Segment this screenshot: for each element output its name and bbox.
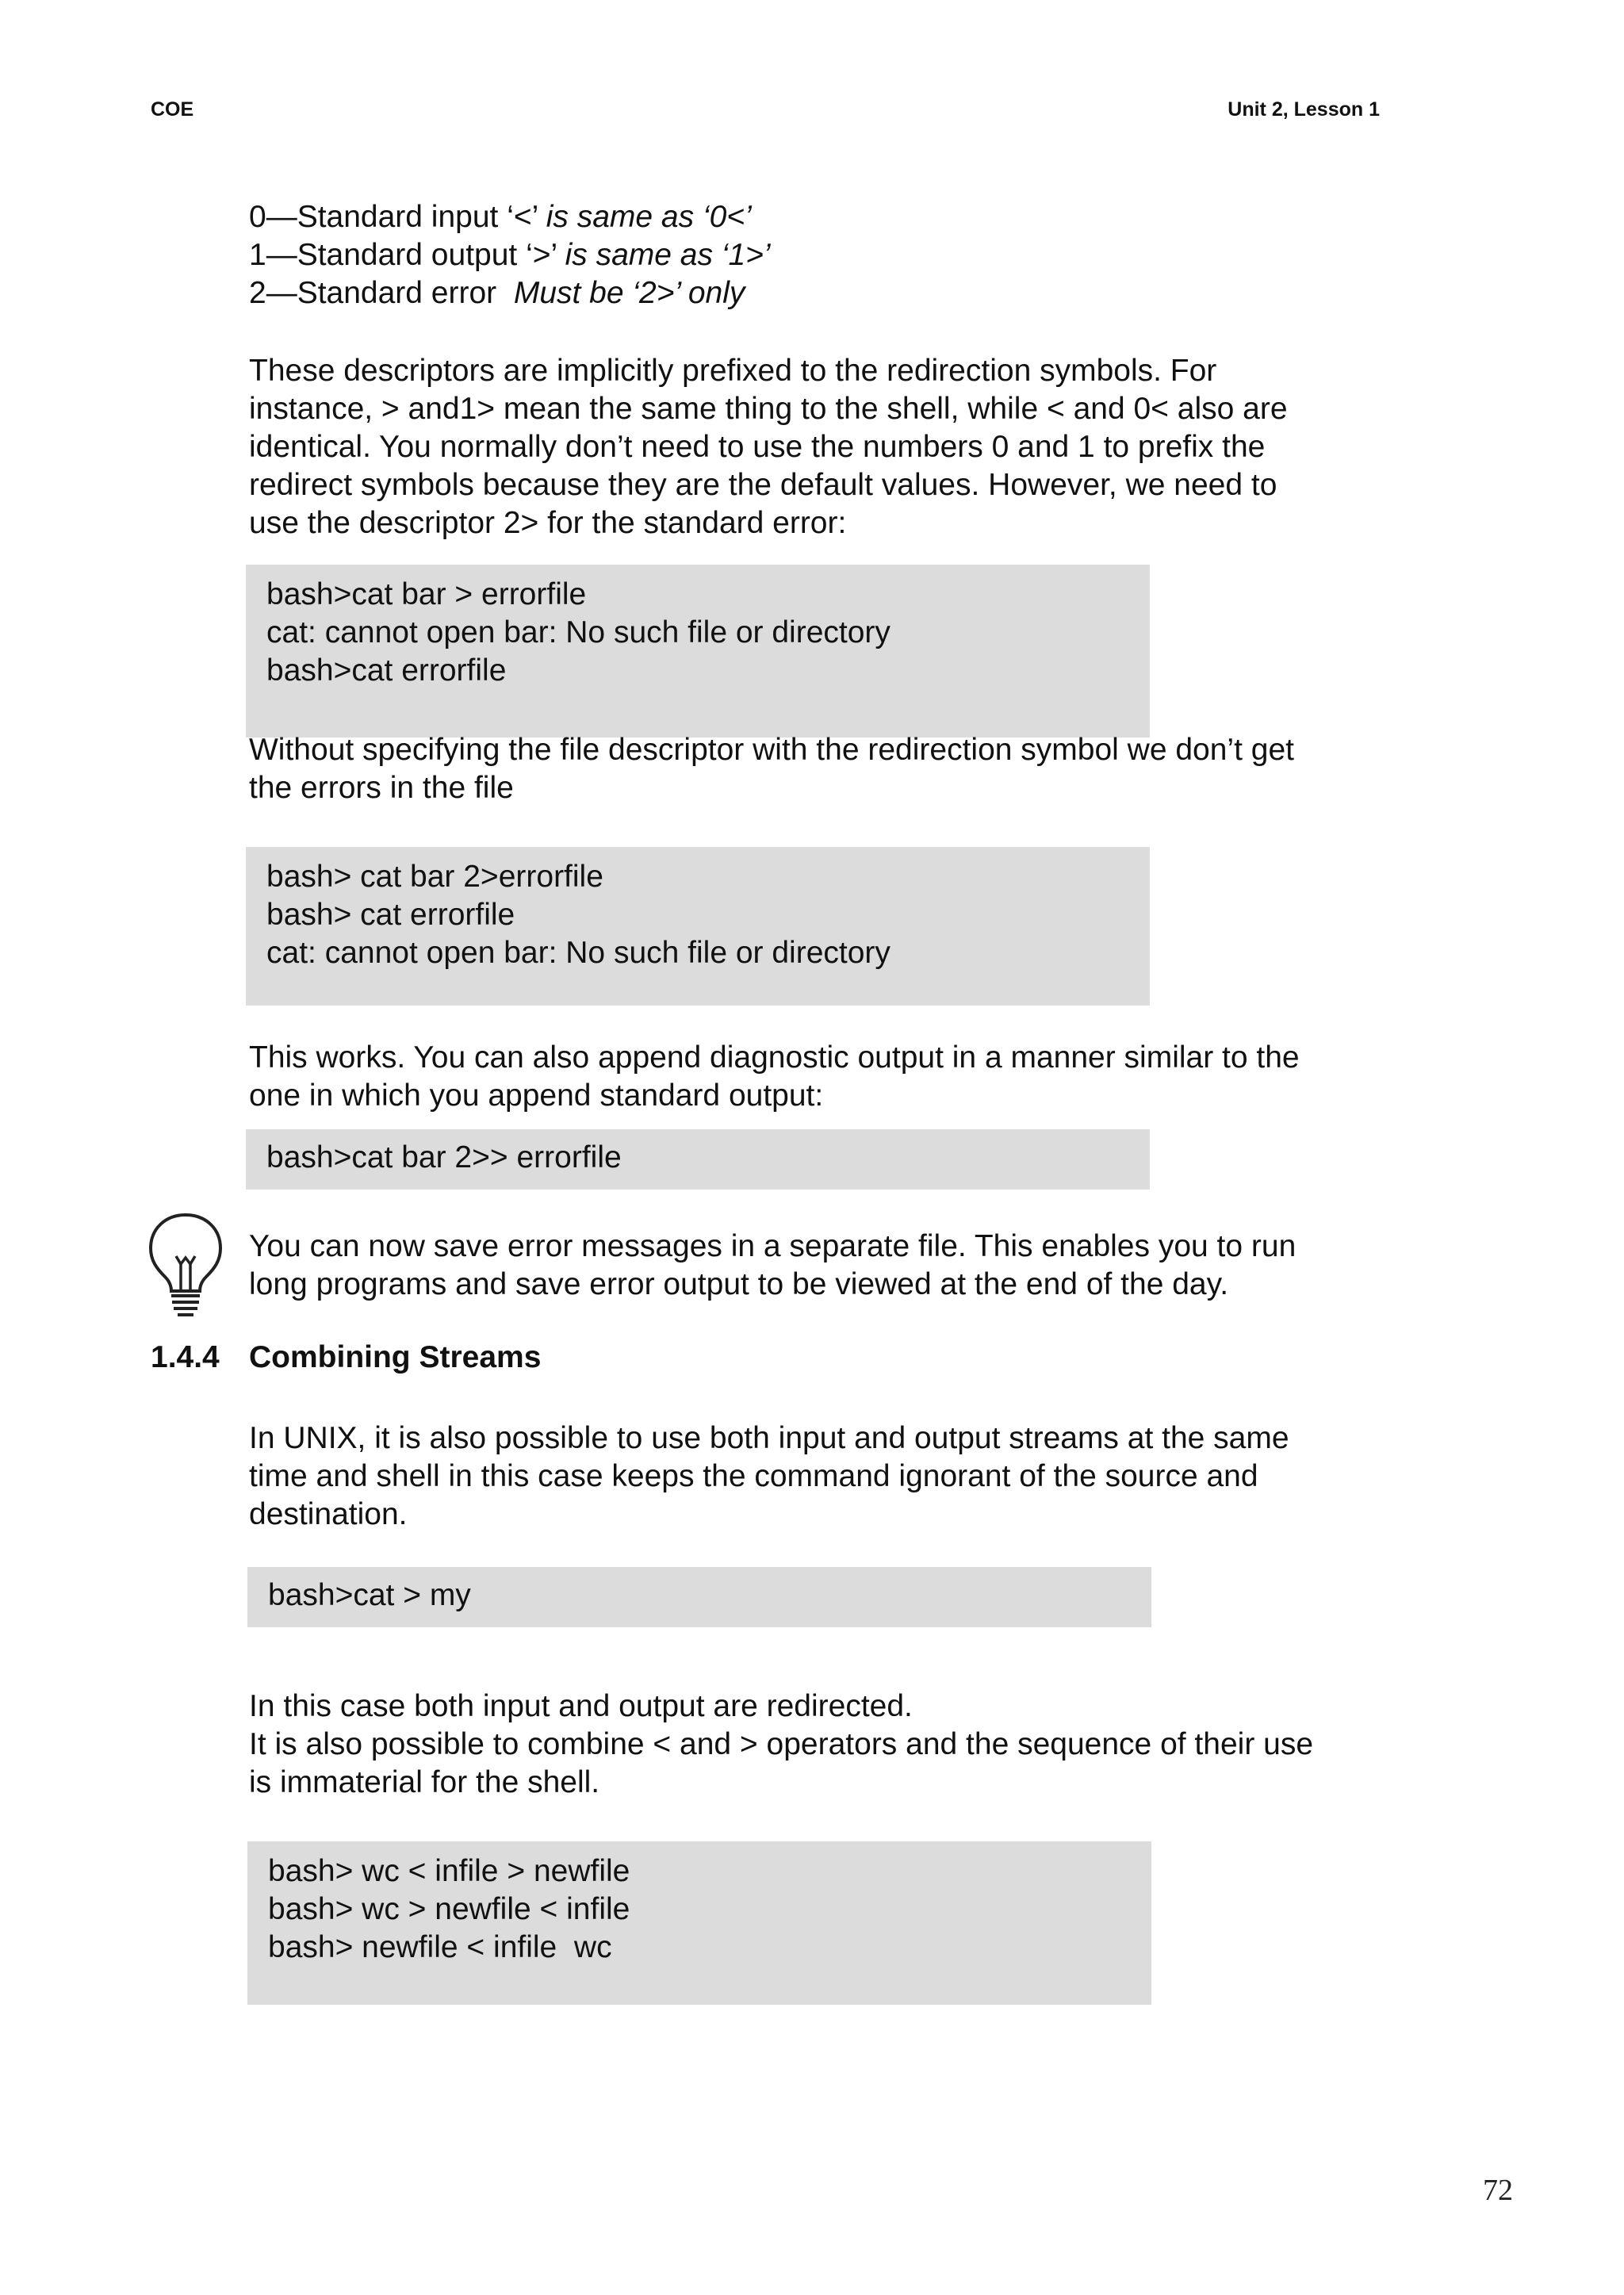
section-heading [151,1340,541,1375]
code-block-1: bash>cat bar > errorfile cat: cannot open bar: No such file or directory bash>cat errorfile [246,565,1150,738]
section-number: 1.4.4 [151,1340,220,1374]
page-number: 72 [1483,2174,1513,2207]
paragraph-descriptors: These descriptors are implicitly prefixed to the redirection symbols. For instance, > and1> mean the same thing to the shell, while < and 0< also are identical. You normally don’t need to use the numbers 0 and 1 to prefix the redirect symbols because they are the default values. However, we need to use the descriptor 2> for the standard error: [249,354,1288,540]
paragraph-both-redirected: In this case both input and output are redirected. It is also possible to combine < and > operators and the sequence of their use is immaterial for the shell. [249,1689,1314,1799]
code-block-5: bash> wc < infile > newfile bash> wc > newfile < infile bash> newfile < infile wc [247,1841,1151,2005]
header-left: COE [151,98,194,121]
header-right: Unit 2, Lesson 1 [1228,98,1380,121]
descriptor-line: 1—Standard output ‘>’ is same as ‘1>’ [249,238,771,272]
paragraph-combining: In UNIX, it is also possible to use both input and output streams at the same time and shell in this case keeps the command ignorant of the source and destination. [249,1421,1289,1531]
descriptor-list [249,198,771,312]
paragraph-without-descriptor: Without specifying the file descriptor with the redirection symbol we don’t get the errors in the file [249,733,1294,805]
code-block-2: bash> cat bar 2>errorfile bash> cat errorfile cat: cannot open bar: No such file or directory [246,847,1150,1006]
lightbulb-icon [146,1212,225,1323]
tip-text: You can now save error messages in a separate file. This enables you to run long programs and save error output to be viewed at the end of the day. [249,1229,1297,1301]
paragraph-append: This works. You can also append diagnostic output in a manner similar to the one in which you append standard output: [249,1040,1300,1113]
descriptor-line: 0—Standard input ‘<’ is same as ‘0<’ [249,200,752,234]
code-block-3: bash>cat bar 2>> errorfile [246,1129,1150,1190]
descriptor-line: 2—Standard error Must be ‘2>’ only [249,276,745,310]
section-title: Combining Streams [249,1340,542,1374]
code-block-4: bash>cat > my [247,1567,1151,1627]
